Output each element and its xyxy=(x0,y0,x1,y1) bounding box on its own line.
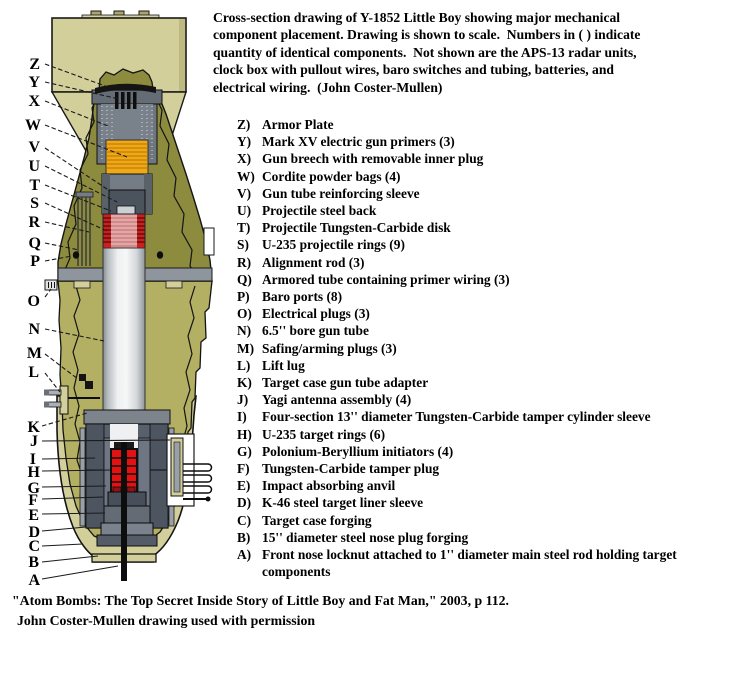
legend-text: Armor Plate xyxy=(262,117,334,132)
legend-letter: Y) xyxy=(237,134,252,150)
callout-letter: H xyxy=(27,464,40,481)
legend-item xyxy=(237,271,731,288)
right-notch xyxy=(204,228,214,255)
legend-text: 15'' diameter steel nose plug forging xyxy=(262,529,469,545)
callout-letter: Q xyxy=(28,235,41,252)
main-steel-rod xyxy=(121,442,127,581)
legend-text: U-235 target rings (6) xyxy=(262,426,386,442)
callout-letter: S xyxy=(30,195,39,212)
callout-letter: U xyxy=(28,158,40,175)
legend-item xyxy=(237,546,731,580)
legend-letter: X) xyxy=(237,151,252,167)
legend-letter: J) xyxy=(237,392,249,408)
electrical-plugs xyxy=(45,280,57,290)
callout-letter: J xyxy=(30,433,38,450)
u235-projectile-rings xyxy=(103,214,145,248)
legend-item xyxy=(237,460,731,477)
legend-text: Projectile steel back xyxy=(262,203,377,219)
legend-item xyxy=(237,185,731,202)
legend-letter: C) xyxy=(237,512,252,528)
caption-line: Cross-section drawing of Y-1852 Little Boy showing major mechanical xyxy=(213,10,621,25)
legend-text: U-235 projectile rings (9) xyxy=(262,237,405,253)
legend-text: K-46 steel target liner sleeve xyxy=(262,495,424,511)
legend-text: Baro ports (8) xyxy=(262,289,343,305)
legend-letter: U) xyxy=(237,203,252,219)
callout-letter: G xyxy=(27,480,40,497)
callout-letter: O xyxy=(27,293,40,310)
legend-letter: M) xyxy=(237,340,255,356)
source-title: "Atom Bombs: The Top Secret Inside Story of Little Boy and Fat Man," 2003, p 112. xyxy=(12,593,509,608)
callout-letter: A xyxy=(28,572,40,589)
legend-item xyxy=(237,477,731,494)
caption-line: electrical wiring. (John Coster-Mullen) xyxy=(213,79,443,95)
diagram-letters xyxy=(25,56,42,589)
legend-item xyxy=(237,426,731,443)
callout-letter: X xyxy=(28,93,40,110)
legend-letter: G) xyxy=(237,443,252,459)
caption-paragraph xyxy=(213,9,640,96)
legend-item xyxy=(237,202,731,219)
legend-text: Target case forging xyxy=(262,512,372,528)
callout-letter: R xyxy=(28,214,40,231)
legend-text: Electrical plugs (3) xyxy=(262,306,370,322)
legend-letter: V) xyxy=(237,185,252,201)
legend-letter: A) xyxy=(237,547,252,563)
callout-letter: V xyxy=(28,139,40,156)
legend-letter: N) xyxy=(237,323,252,339)
source-permission: John Coster-Mullen drawing used with permission xyxy=(17,612,316,628)
caption-line: quantity of identical components. Not shown are the APS-13 radar units, xyxy=(213,44,637,60)
gun-tube-adapter xyxy=(84,410,170,424)
legend-letter: Z) xyxy=(237,117,251,132)
callout-letter: B xyxy=(28,554,39,571)
legend-text: Safing/arming plugs (3) xyxy=(262,340,397,356)
legend-text: Mark XV electric gun primers (3) xyxy=(262,134,455,150)
legend-text: Tungsten-Carbide tamper plug xyxy=(262,461,440,477)
callout-letter: F xyxy=(28,492,38,509)
caption-line: clock box with pullout wires, baro switches and tubing, batteries, and xyxy=(213,62,614,78)
callout-letter: I xyxy=(29,451,36,468)
legend-item xyxy=(237,340,731,357)
callout-letter: T xyxy=(29,177,40,194)
source-credit xyxy=(12,591,509,630)
legend-letter: O) xyxy=(237,306,252,322)
callout-letter: P xyxy=(30,253,40,270)
callout-letter: K xyxy=(27,419,40,436)
target-liner-sleeve xyxy=(80,428,85,526)
legend-item xyxy=(237,288,731,305)
legend-item xyxy=(237,322,731,339)
callout-letter: Z xyxy=(29,56,40,73)
legend-text: Four-section 13'' diameter Tungsten-Carbide tamper cylinder sleeve xyxy=(262,409,651,425)
legend-item xyxy=(237,236,731,253)
legend-letter: Q) xyxy=(237,271,252,287)
callout-letter: C xyxy=(28,538,40,555)
legend-item xyxy=(237,443,731,460)
legend-item xyxy=(237,374,731,391)
legend-letter: H) xyxy=(237,426,252,442)
legend-item xyxy=(237,150,731,167)
legend-item xyxy=(237,305,731,322)
legend-item xyxy=(237,219,731,236)
legend-text: Gun tube reinforcing sleeve xyxy=(262,185,420,201)
legend-text: Target case gun tube adapter xyxy=(262,375,429,391)
legend-letter: K) xyxy=(237,375,252,391)
component-legend xyxy=(237,116,731,580)
legend-item xyxy=(237,168,731,185)
projectile-assembly xyxy=(102,174,152,248)
legend-text: Lift lug xyxy=(262,357,305,373)
legend-text: Polonium-Beryllium initiators (4) xyxy=(262,443,454,459)
legend-text: Cordite powder bags (4) xyxy=(262,168,401,184)
legend-letter: R) xyxy=(237,254,252,270)
legend-text: Impact absorbing anvil xyxy=(262,478,396,494)
legend-item xyxy=(237,408,731,425)
legend-item xyxy=(237,512,731,529)
legend-text: Projectile Tungsten-Carbide disk xyxy=(262,220,451,236)
legend-item xyxy=(237,391,731,408)
callout-letter: N xyxy=(28,321,40,338)
callout-letter: D xyxy=(28,524,40,541)
legend-text: Front nose locknut attached to 1'' diameter main steel rod holding target components xyxy=(262,547,677,580)
legend-text: Yagi antenna assembly (4) xyxy=(262,392,412,408)
legend-letter: F) xyxy=(237,461,250,477)
legend-text: 6.5'' bore gun tube xyxy=(262,323,369,339)
diagram-svg xyxy=(0,0,232,600)
legend-letter: D) xyxy=(237,495,252,511)
legend-item xyxy=(237,116,731,133)
legend-letter: S) xyxy=(237,237,249,253)
tungsten-carbide-disk xyxy=(117,206,135,214)
legend-item xyxy=(237,357,731,374)
legend-letter: E) xyxy=(237,478,251,494)
legend-letter: L) xyxy=(237,357,251,373)
legend-text: Gun breech with removable inner plug xyxy=(262,151,484,167)
caption-line: component placement. Drawing is shown to scale. Numbers in ( ) indicate xyxy=(213,27,641,43)
callout-letter: Y xyxy=(28,74,40,91)
legend-letter: T) xyxy=(237,220,251,236)
legend-item xyxy=(237,494,731,511)
legend-item xyxy=(237,529,731,546)
legend-text: Armored tube containing primer wiring (3) xyxy=(262,271,510,287)
legend-letter: W) xyxy=(237,168,255,184)
legend-letter: B) xyxy=(237,529,251,545)
legend-letter: P) xyxy=(237,289,250,305)
legend-text: Alignment rod (3) xyxy=(262,254,365,270)
callout-letter: L xyxy=(28,364,39,381)
callout-letter: W xyxy=(25,117,41,134)
callout-letter: M xyxy=(26,345,42,362)
callout-letter: E xyxy=(28,507,39,524)
legend-item xyxy=(237,254,731,271)
legend-letter: I) xyxy=(237,409,247,425)
legend-item xyxy=(237,133,731,150)
yagi-antenna xyxy=(167,434,212,506)
